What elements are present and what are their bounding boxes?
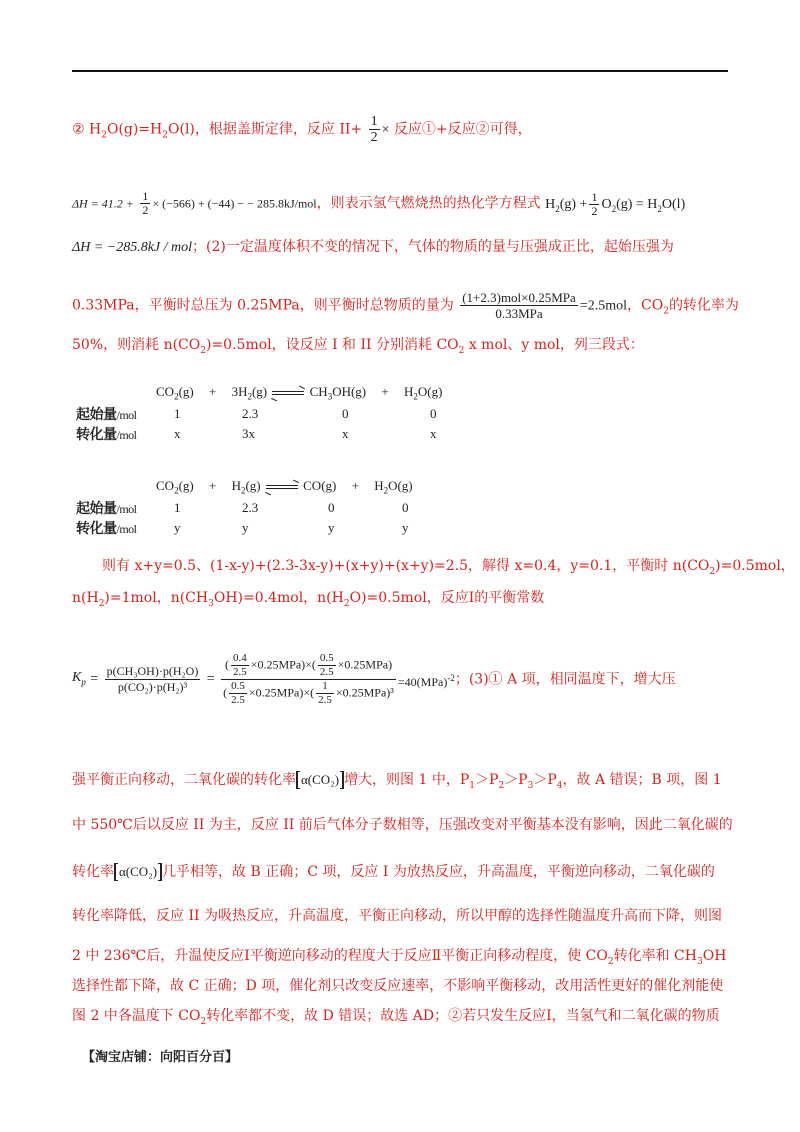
row-label-start: 起始量/mol xyxy=(76,407,137,423)
text: ② H xyxy=(72,121,102,138)
row-label-change: 转化量/mol xyxy=(76,521,137,537)
cell: 0 xyxy=(342,406,349,421)
text: ；(2)一定温度体积不变的情况下，气体的物质的量与压强成正比，起始压强为 xyxy=(192,239,674,255)
para-11: 转化率降低，反应 II 为吸热反应，升高温度，平衡正向移动，所以甲醇的选择性随温度升高而下降，则图 xyxy=(72,908,722,924)
three-stage-table-reaction-2 xyxy=(76,478,476,538)
cell: 1 xyxy=(174,406,181,421)
sub: 2 xyxy=(663,306,669,317)
cell: 2.3 xyxy=(242,500,259,515)
row-label-change: 转化量/mol xyxy=(76,427,137,443)
para-14: 图 2 中各温度下 $CO_2$转化率都不变，故 D 错误；故选 AD；②若只发生反应Ⅰ，当氢气和二氧化碳的物质 xyxy=(72,1008,720,1027)
kp-equation: $K_p$ = $\frac{\text{p(CH₃OH)·p(H₂O)}}{\text{p(CO₂)·p(H₂)³}}$ = ( $\frac{0.4}{2.5}$ ×0.25MPa)×( $\frac{0.5}{2.5}$ ×0.25MPa) ( $\frac{0.5}{2.5}$ ×0.25MPa)×( $\frac{1}{2.5}$ ×0.25MPa)³ =40(MPa)$^{-2}$；(3)① A 项，相同温度下，增大压 xyxy=(72,652,676,706)
cell: 0 xyxy=(402,500,409,515)
para-8: 强平衡正向移动，二氧化碳的转化率 α(CO₂) 增大，则图 1 中，$P_1>P_2>P_3>P_4$，故 A 错误；B 项，图 1 xyxy=(72,772,722,791)
cell: y xyxy=(328,520,335,535)
text: 反应①+反应②可得， xyxy=(393,121,532,138)
text: )=0.5mol，设反应 I 和 II 分别消耗 CO xyxy=(205,337,459,353)
equilibrium-arrow-icon xyxy=(266,483,298,491)
text: O(g)=H xyxy=(106,121,163,138)
moles-fraction: $\frac{\text{(1+2.3)mol×0.25MPa}}{\text{0.33MPa}}$ xyxy=(462,290,576,321)
delta-h-formula: ΔH = 41.2 + xyxy=(72,196,134,211)
fraction-half: $\frac{1}{2}$ xyxy=(142,189,149,217)
text: O(l)，根据盖斯定律，反应 II+ xyxy=(168,121,363,138)
three-stage-table-reaction-1 xyxy=(76,384,476,444)
alpha-co2-bracket: α(CO₂) xyxy=(114,863,162,881)
row-label-start: 起始量/mol xyxy=(76,501,137,517)
cell: x xyxy=(430,426,437,441)
text: 则有 x+y=0.5、(1-x-y)+(2.3-3x-y)+(x+y)+(x+y)=2.5，解得 x=0.4，y=0.1，平衡时 n(CO xyxy=(102,558,710,574)
para-4 xyxy=(72,290,739,321)
equilibrium-arrow-icon xyxy=(272,389,304,397)
text: ，CO xyxy=(627,297,664,314)
text: 的转化率为 xyxy=(668,297,739,314)
delta-h-rest: × (−566) + (−44) − − 285.8kJ/mol xyxy=(152,196,317,211)
sub: 2 xyxy=(162,130,168,141)
cell: 2.3 xyxy=(242,406,259,421)
cell: x xyxy=(342,426,349,441)
species-row: $CO_2(g) + 3H_2(g)$ $CH_3OH(g) + H_2O(g)$ xyxy=(156,384,443,402)
text: 50%，则消耗 n(CO xyxy=(72,337,201,353)
cell: y xyxy=(242,520,249,535)
times: × xyxy=(381,122,390,138)
text: ；(3)① A 项，相同温度下，增大压 xyxy=(454,671,676,688)
species-row: $CO_2(g) + H_2(g)$ $CO(g) + H_2O(g)$ xyxy=(156,478,413,496)
para-7: $n(H_2)=1mol$，$n(CH_3OH)=0.4mol$，$n(H_2O)=0.5mol$，反应Ⅰ的平衡常数 xyxy=(72,590,545,609)
text: ，则表示氢气燃烧热的热化学方程式 xyxy=(316,195,541,212)
para-10: 转化率 α(CO₂) 几乎相等，故 B 正确；C 项，反应 I 为放热反应，升高温度，平衡逆向移动，二氧化碳的 xyxy=(72,864,715,880)
text: )=0.5mol， xyxy=(715,558,795,574)
header-rule xyxy=(72,70,728,72)
para-13: 选择性都下降，故 C 正确；D 项，催化剂只改变反应速率，不影响平衡移动，改用活性更好的催化剂能使 xyxy=(72,978,724,994)
sub: 2 xyxy=(101,130,107,141)
text: 0.33MPa，平衡时总压为 0.25MPa，则平衡时总物质的量为 xyxy=(72,297,454,314)
footer-shop-label: 【淘宝店铺：向阳百分百】 xyxy=(82,1050,239,1065)
para-6: 则有 x+y=0.5、(1-x-y)+(2.3-3x-y)+(x+y)+(x+y)=2.5，解得 x=0.4，y=0.1，平衡时 $n(CO_2)=0.5mol$， xyxy=(102,558,795,577)
cell: 3x xyxy=(242,426,255,441)
delta-h: ΔH = −285.8kJ / mol xyxy=(72,240,193,255)
para-2 xyxy=(72,190,685,218)
kp-fraction-values: ( $\frac{0.4}{2.5}$ ×0.25MPa)×( $\frac{0.5}{2.5}$ ×0.25MPa) ( $\frac{0.5}{2.5}$ ×0.25MPa)×( $\frac{1}{2.5}$ ×0.25MPa)³ xyxy=(223,652,394,706)
cell: 0 xyxy=(328,500,335,515)
para-9: 中 550℃后以反应 II 为主，反应 II 前后气体分子数相等，压强改变对平衡基本没有影响，因此二氧化碳的 xyxy=(72,817,733,833)
fraction-half: $\frac{1}{2}$ xyxy=(370,114,378,145)
kp-fraction-definition: $\frac{\text{p(CH₃OH)·p(H₂O)}}{\text{p(CO₂)·p(H₂)³}}$ xyxy=(106,664,199,694)
kp-symbol: $K_p$ xyxy=(72,669,86,687)
cell: y xyxy=(402,520,409,535)
cell: 0 xyxy=(430,406,437,421)
combustion-equation: $H_2(g)$ + $\frac{1}{2}$ $O_2(g) = H_2O(l)$ xyxy=(545,189,686,218)
para-12: 2 中 236℃后，升温使反应Ⅰ平衡逆向移动的程度大于反应Ⅱ平衡正向移动程度，使 $CO_2$转化率和 $CH_3OH$ xyxy=(72,948,727,967)
moles-value: =2.5mol xyxy=(579,298,627,314)
cell: x xyxy=(174,426,181,441)
cell: y xyxy=(174,520,181,535)
para-1 xyxy=(72,114,532,145)
text: x mol、y mol，列三段式： xyxy=(464,337,644,353)
alpha-co2-bracket: α(CO₂) xyxy=(296,771,344,789)
para-3 xyxy=(72,237,674,258)
fraction-half: $\frac{1}{2}$ xyxy=(591,189,598,218)
para-5: 50%，则消耗 $n(CO_2)=0.5mol$，设反应 I 和 II 分别消耗 $CO_2$ x mol、y mol，列三段式： xyxy=(72,337,644,356)
kp-result: =40(MPa)$^{-2}$ xyxy=(397,672,455,689)
cell: 1 xyxy=(174,500,181,515)
